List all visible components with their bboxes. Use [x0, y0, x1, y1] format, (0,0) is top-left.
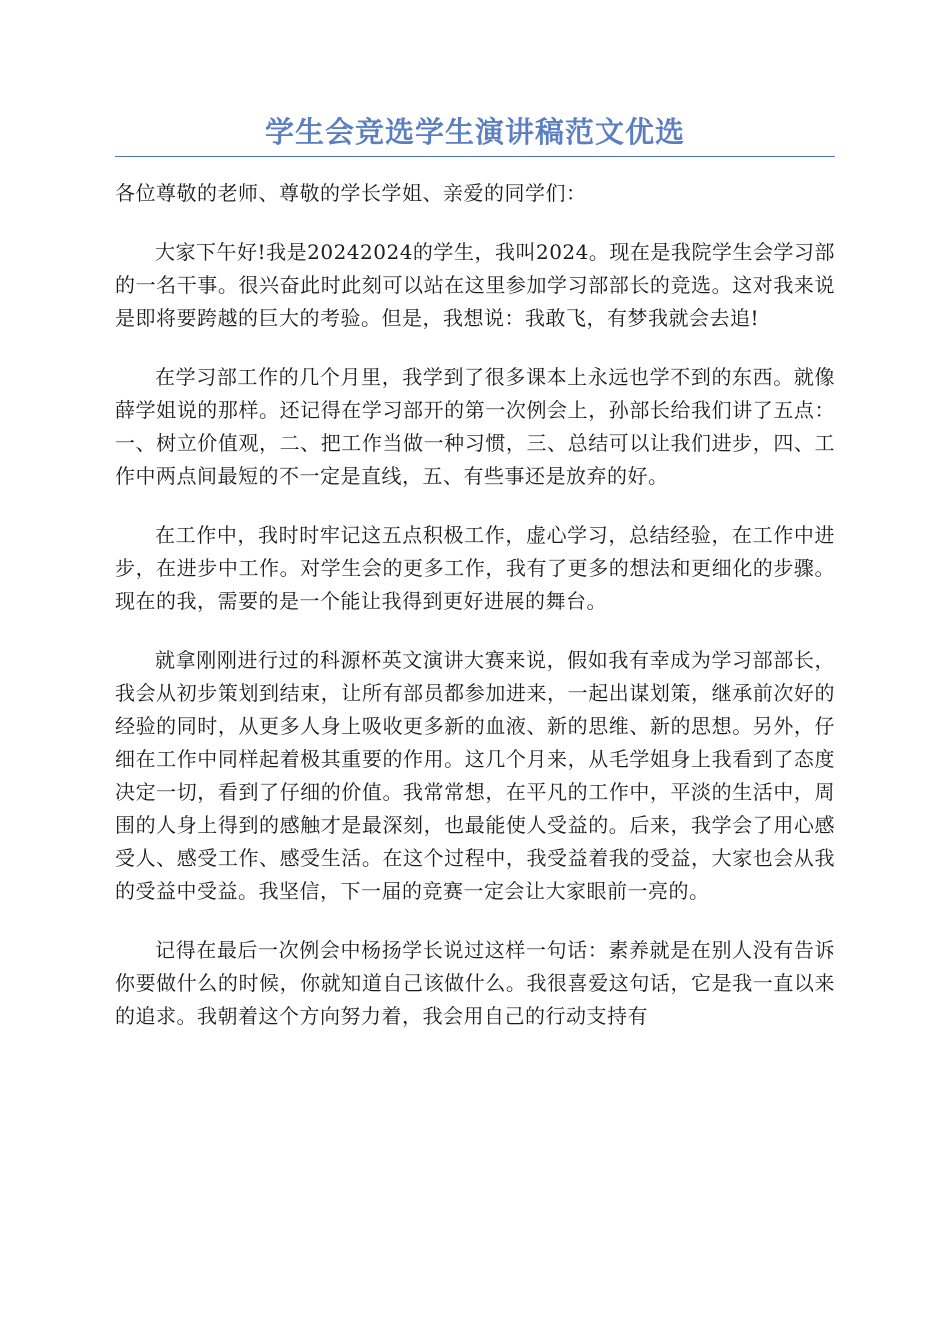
paragraph-3: 在工作中，我时时牢记这五点积极工作，虚心学习，总结经验，在工作中进步，在进步中工作。对学生会的更多工作，我有了更多的想法和更细化的步骤。现在的我，需要的是一个能让我得到更好进展的舞台。 [115, 523, 835, 613]
paragraph-4: 就拿刚刚进行过的科源杯英文演讲大赛来说，假如我有幸成为学习部部长，我会从初步策划到结束，让所有部员都参加进来，一起出谋划策，继承前次好的经验的同时，从更多人身上吸收更多新的血液、新的思维、新的思想。另外，仔细在工作中同样起着极其重要的作用。这几个月来，从毛学姐身上我看到了态度决定一切，看到了仔细的价值。我常常想，在平凡的工作中，平淡的生活中，周围的人身上得到的感触才是最深刻，也最能使人受益的。后来，我学会了用心感受人、感受工作、感受生活。在这个过程中，我受益着我的受益，大家也会从我的受益中受益。我坚信，下一届的竞赛一定会让大家眼前一亮的。 [115, 648, 835, 903]
title-underline [115, 156, 835, 157]
paragraph-2: 在学习部工作的几个月里，我学到了很多课本上永远也学不到的东西。就像薛学姐说的那样。还记得在学习部开的第一次例会上，孙部长给我们讲了五点：一、树立价值观，二、把工作当做一种习惯，三、总结可以让我们进步，四、工作中两点间最短的不一定是直线，五、有些事还是放弃的好。 [115, 365, 835, 488]
document-title: 学生会竞选学生演讲稿范文优选 [264, 115, 685, 149]
paragraph-1: 大家下午好!我是20242024的学生，我叫2024。现在是我院学生会学习部的一名干事。很兴奋此时此刻可以站在这里参加学习部部长的竞选。这对我来说是即将要跨越的巨大的考验。但是，我想说：我敢飞，有梦我就会去追! [115, 240, 835, 330]
document-page [115, 112, 835, 1059]
paragraph-5: 记得在最后一次例会中杨扬学长说过这样一句话：素养就是在别人没有告诉你要做什么的时候，你就知道自己该做什么。我很喜爱这句话，它是我一直以来的追求。我朝着这个方向努力着，我会用自己的行动支持有 [115, 938, 835, 1028]
greeting-line: 各位尊敬的老师、尊敬的学长学姐、亲爱的同学们： [115, 181, 587, 205]
